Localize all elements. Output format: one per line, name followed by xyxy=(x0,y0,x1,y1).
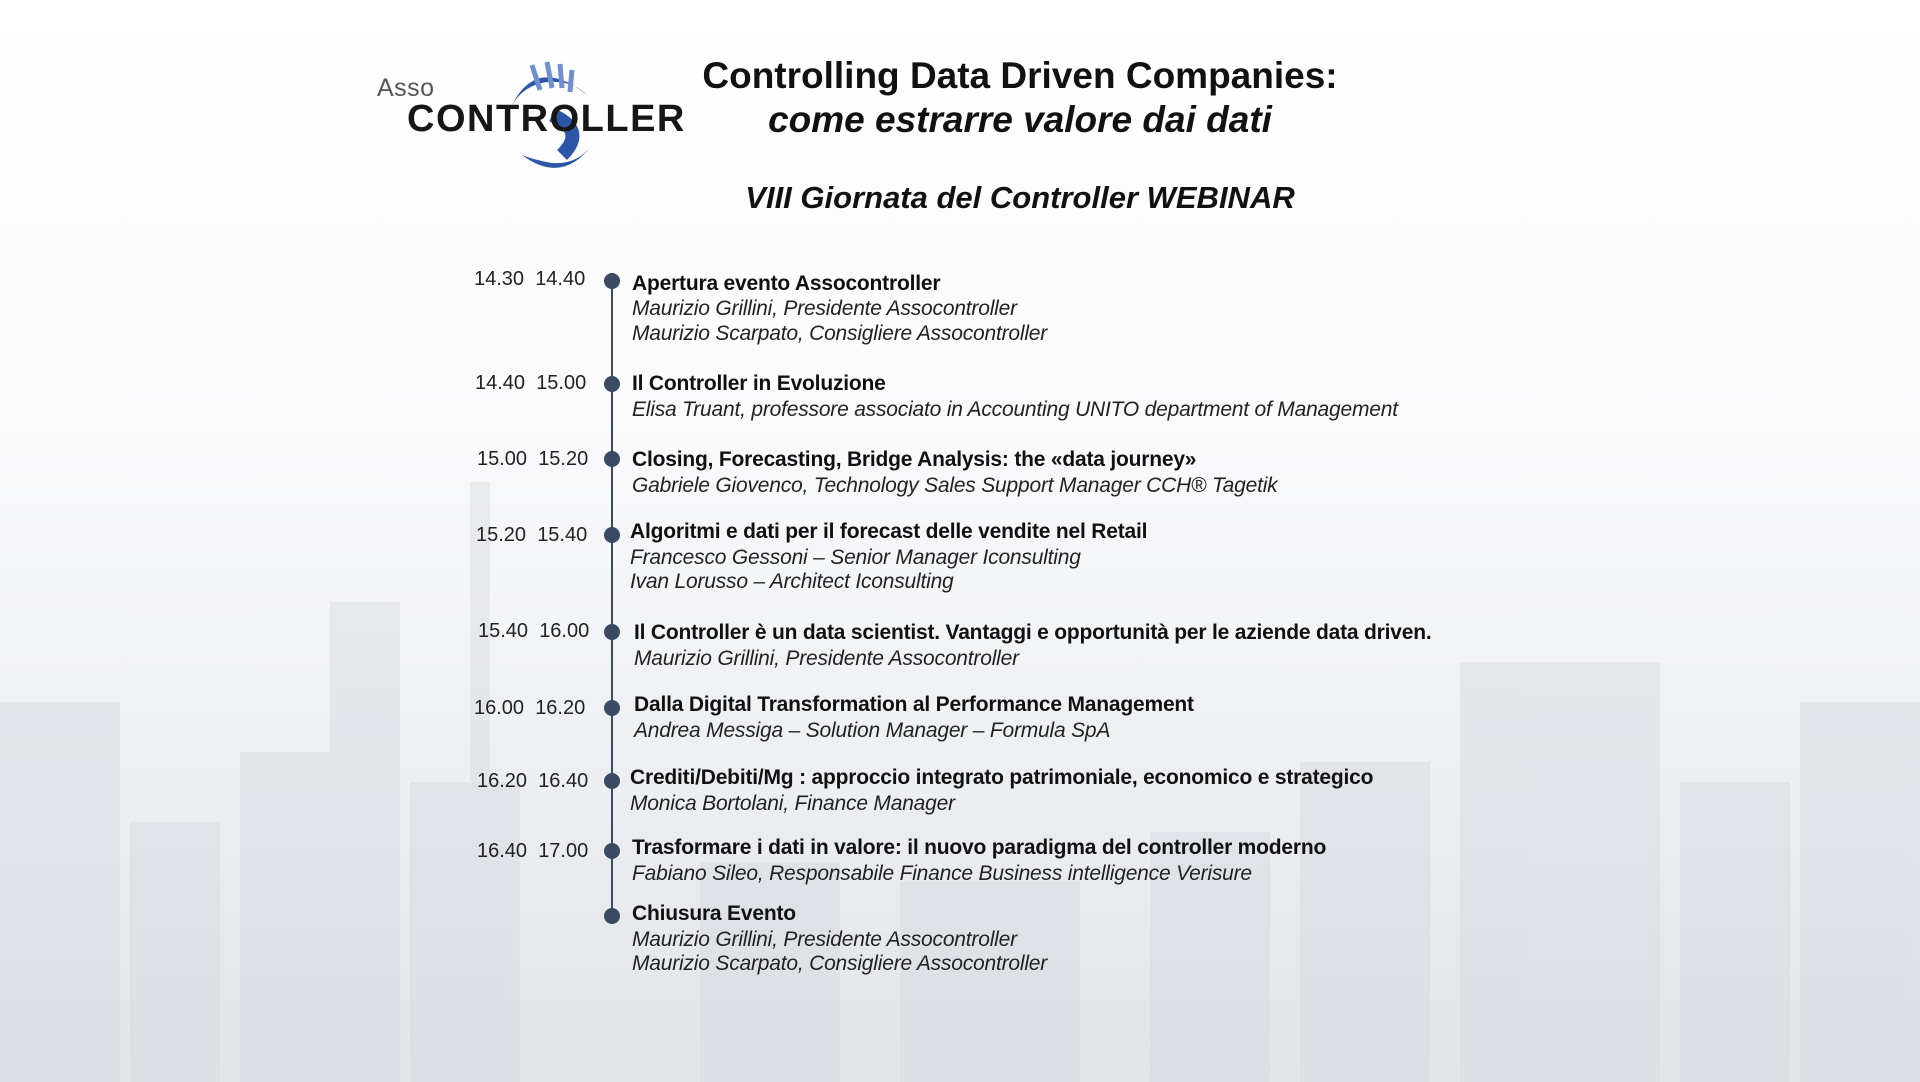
session-title: Chiusura Evento xyxy=(632,902,796,925)
time-range: 16.40 17.00 xyxy=(477,840,589,862)
speaker: Francesco Gessoni – Senior Manager Iconsulting xyxy=(630,546,1081,569)
speaker: Fabiano Sileo, Responsabile Finance Business intelligence Verisure xyxy=(632,862,1252,885)
speaker: Ivan Lorusso – Architect Iconsulting xyxy=(630,570,954,593)
time-range: 16.20 16.40 xyxy=(477,770,589,792)
timeline-dot xyxy=(604,273,620,289)
assocontroller-logo xyxy=(362,60,686,180)
session-title: Il Controller è un data scientist. Vantaggi e opportunità per le aziende data driven. xyxy=(634,621,1432,644)
timeline-dot xyxy=(604,908,620,924)
timeline-dot xyxy=(604,376,620,392)
timeline-dot xyxy=(604,773,620,789)
speaker: Maurizio Grillini, Presidente Assocontroller xyxy=(632,928,1017,951)
time-range: 14.30 14.40 xyxy=(474,268,586,290)
time-range: 14.40 15.00 xyxy=(475,372,587,394)
session-title: Algoritmi e dati per il forecast delle vendite nel Retail xyxy=(630,520,1148,543)
time-range: 15.20 15.40 xyxy=(476,524,588,546)
session-title: Trasformare i dati in valore: il nuovo paradigma del controller moderno xyxy=(632,836,1327,859)
timeline-dot xyxy=(604,527,620,543)
session-title: Apertura evento Assocontroller xyxy=(632,272,941,295)
logo-asso-text: Asso xyxy=(377,74,435,102)
logo-controller-text: CONTROLLER xyxy=(407,98,686,140)
session-title: Crediti/Debiti/Mg : approccio integrato patrimoniale, economico e strategico xyxy=(630,766,1374,789)
time-range: 16.00 16.20 xyxy=(474,697,586,719)
timeline-dot xyxy=(604,700,620,716)
page-title-line2: come estrarre valore dai dati xyxy=(768,99,1272,140)
timeline-dot xyxy=(604,843,620,859)
speaker: Andrea Messiga – Solution Manager – Formula SpA xyxy=(634,719,1111,742)
page-title: Controlling Data Driven Companies: xyxy=(702,55,1338,96)
speaker: Elisa Truant, professore associato in Accounting UNITO department of Management xyxy=(632,398,1398,421)
speaker: Maurizio Grillini, Presidente Assocontroller xyxy=(632,297,1017,320)
timeline-dot xyxy=(604,451,620,467)
time-range: 15.00 15.20 xyxy=(477,448,589,470)
speaker: Maurizio Scarpato, Consigliere Assocontroller xyxy=(632,952,1048,975)
session-title: Dalla Digital Transformation al Performance Management xyxy=(634,693,1194,716)
session-title: Il Controller in Evoluzione xyxy=(632,372,886,395)
timeline-dot xyxy=(604,624,620,640)
page-subtitle: VIII Giornata del Controller WEBINAR xyxy=(745,180,1295,215)
time-range: 15.40 16.00 xyxy=(478,620,590,642)
speaker: Monica Bortolani, Finance Manager xyxy=(630,792,955,815)
speaker: Gabriele Giovenco, Technology Sales Support Manager CCH® Tagetik xyxy=(632,474,1278,497)
speaker: Maurizio Grillini, Presidente Assocontroller xyxy=(634,647,1019,670)
session-title: Closing, Forecasting, Bridge Analysis: the «data journey» xyxy=(632,448,1197,471)
speaker: Maurizio Scarpato, Consigliere Assocontroller xyxy=(632,322,1048,345)
